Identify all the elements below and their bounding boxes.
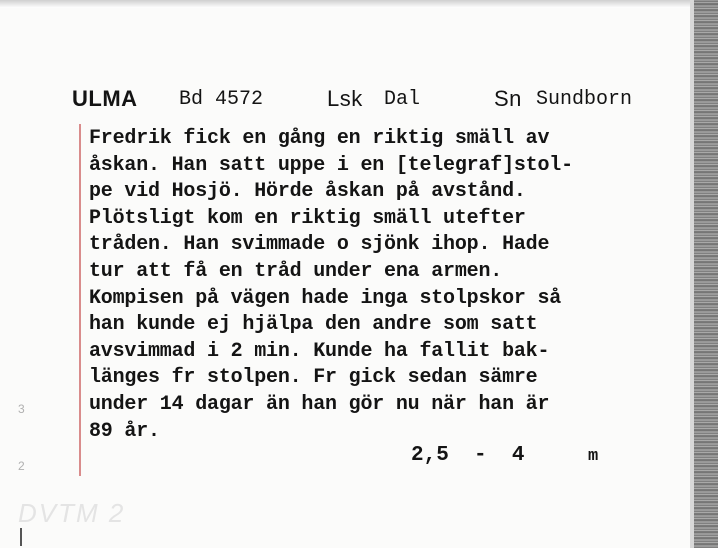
corner-mark <box>20 528 22 546</box>
landskap-label: Lsk <box>327 86 363 111</box>
text-line: tråden. Han svimmade o sjönk ihop. Hade <box>89 233 550 257</box>
card-header <box>0 84 690 118</box>
socken-value: Sundborn <box>536 88 633 111</box>
measure-unit: m <box>588 447 599 466</box>
margin-mark: 3 <box>18 402 25 416</box>
text-line: tur att få en tråd under ena armen. <box>89 259 503 283</box>
record-text <box>89 126 689 445</box>
volume-number: Bd 4572 <box>179 88 264 111</box>
card-top-edge <box>0 0 718 8</box>
faint-stamp: DVTM 2 <box>18 498 126 528</box>
text-line: avsvimmad i 2 min. Kunde ha fallit bak- <box>89 339 550 363</box>
text-line: Kompisen på vägen hade inga stolpskor så <box>89 286 562 310</box>
archive-label: ULMA <box>72 86 138 111</box>
text-line: han kunde ej hjälpa den andre som satt <box>89 313 538 337</box>
text-line: åskan. Han satt uppe i en [telegraf]stol- <box>89 153 573 177</box>
measure-value: 2,5 - 4 <box>411 444 525 467</box>
margin-mark: 2 <box>18 459 25 473</box>
text-line: 89 år. <box>89 419 160 443</box>
text-line: Fredrik fick en gång en riktig smäll av <box>89 127 550 150</box>
socken-label: Sn <box>494 86 522 111</box>
card-right-edge <box>694 0 718 548</box>
text-line: under 14 dagar än han gör nu när han är <box>89 392 550 416</box>
landskap-value: Dal <box>384 88 421 111</box>
text-line: länges fr stolpen. Fr gick sedan sämre <box>89 366 538 390</box>
red-margin-line <box>79 124 81 476</box>
text-line: Plötsligt kom en riktig smäll utefter <box>89 206 526 230</box>
text-line: pe vid Hosjö. Hörde åskan på avstånd. <box>89 180 526 204</box>
